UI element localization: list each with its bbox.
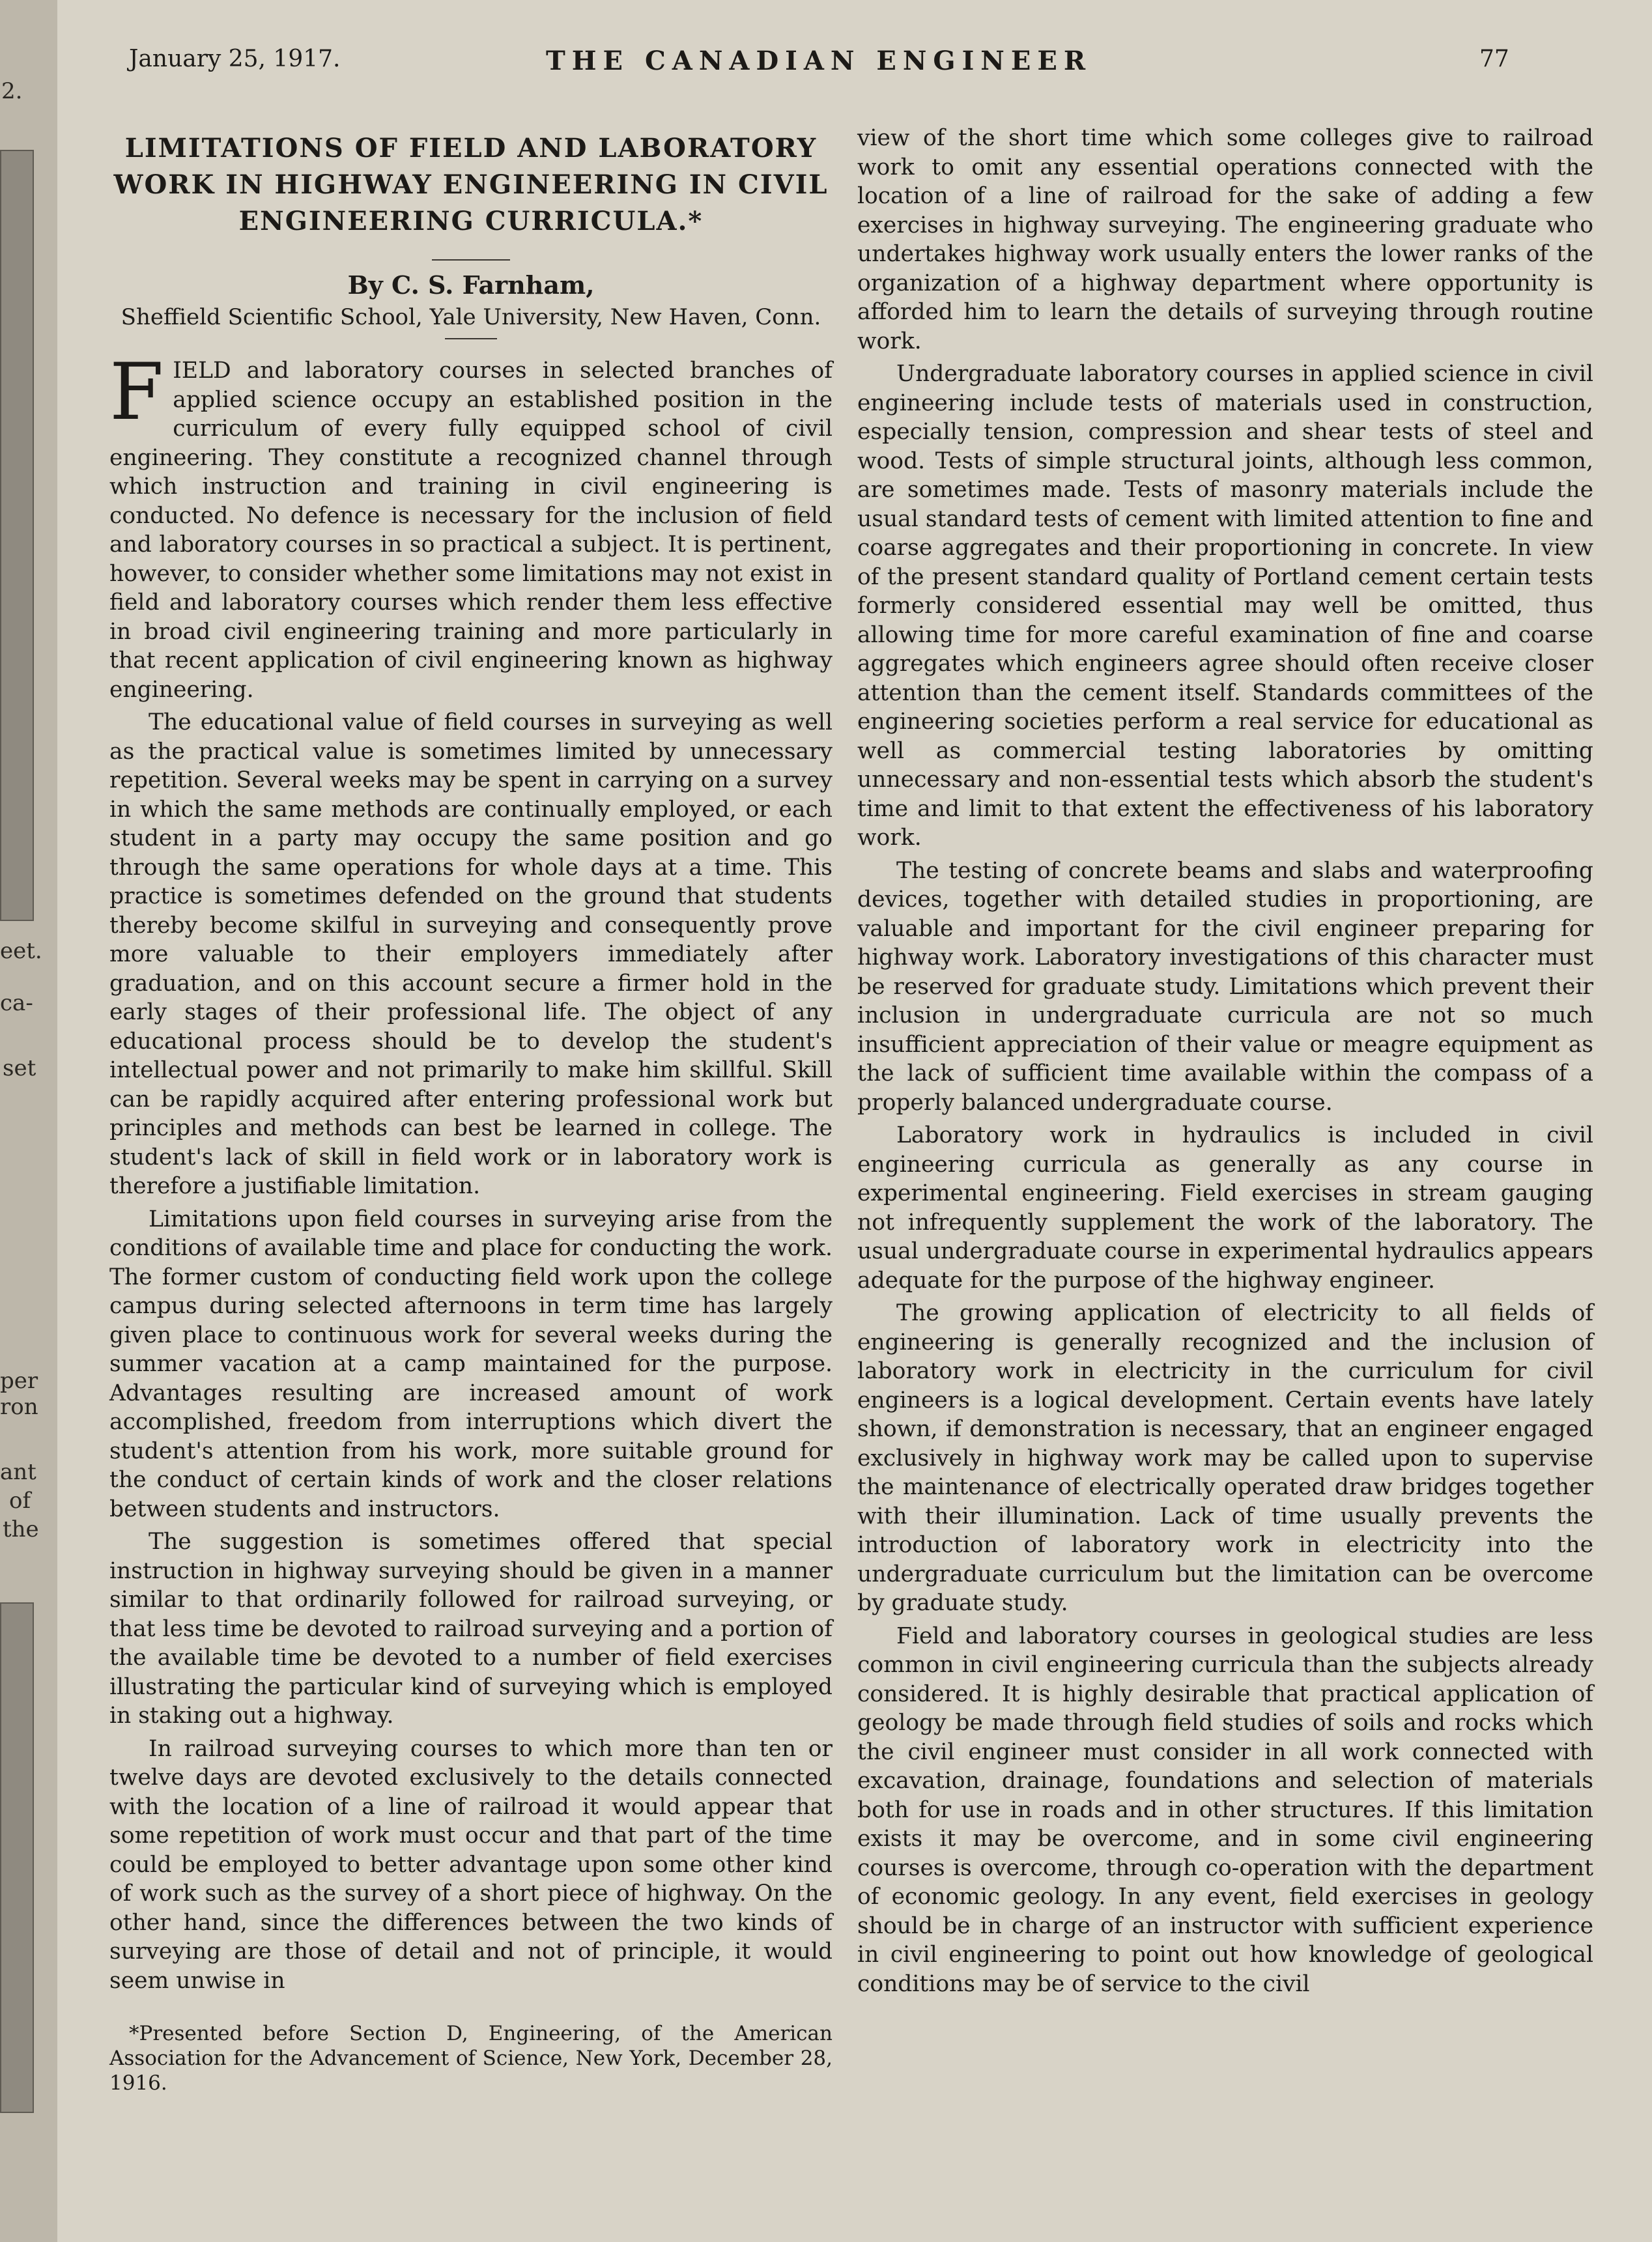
margin-fragment: of [9,1488,31,1514]
margin-fragment: the [3,1516,39,1542]
margin-fragment: ron [0,1394,38,1420]
left-column [109,124,833,2095]
body-paragraph: Laboratory work in hydraulics is included in civil engineering curricula as generally as any course in experimental engineering. Field exercises in stream gauging not infrequently supplement the work of the laboratory. The usual undergraduate course in experimental hydraulics appears adequate for the purpose of the highway engineer. [857,1122,1593,1294]
body-paragraph: In railroad surveying courses to which more than ten or twelve days are devoted exclusively to the details connected with the location of a line of railroad it would appear that some repetition of work must occur and that part of the time could be employed to better advantage upon some other kind of work such as the survey of a short piece of highway. On the other hand, since the differences between the two kinds of surveying are those of detail and not of principle, it would seem unwise in [109,1735,833,1994]
issue-date: January 25, 1917. [129,46,341,72]
divider [445,338,497,339]
body-paragraph: The testing of concrete beams and slabs and waterproofing devices, together with detailed studies in proportioning, are valuable and important for the civil engineer preparing for highway work. Laboratory investigations of this character must be reserved for graduate study. Limitations which prevent their inclusion in undergraduate curricula are not so much insufficient appreciation of their value or meagre equipment as the lack of sufficient time available within the compass of a properly balanced undergraduate course. [857,857,1593,1116]
opening-paragraph [109,347,833,704]
body-paragraph: The suggestion is sometimes offered that special instruction in highway surveying should be given in a manner similar to that ordinarily followed for railroad surveying, or that less time be devoted to railroad surveying and a portion of the available time be devoted to a number of field exercises illustrating the particular kind of surveying which is employed in staking out a highway. [109,1529,833,1729]
page-number: 77 [1479,46,1509,72]
body-paragraph: The educational value of field courses in surveying as well as the practical value is sometimes limited by unnecessary repetition. Several weeks may be spent in carrying on a survey in which the same methods are continually employed, or each student in a party may occupy the same position and go through the same operations for whole days at a time. This practice is sometimes defended on the ground that students thereby become skilful in surveying and consequently prove more valuable to their employers immediately after graduation, and on this account secure a firmer hold in the early stages of their professional life. The object of any educational process should be to develop the student's intellectual power and not primarily to make him skillful. Skill can be rapidly acquired after entering professional work but principles and methods can best be learned in college. The student's lack of skill in field work or in laboratory work is therefore a justifiable limitation. [109,709,833,1199]
body-paragraph: Limitations upon field courses in surveying arise from the conditions of available time and place for conducting the work. The former custom of conducting field work upon the college campus during selected afternoons in term time has largely given place to continuous work for several weeks during the summer vacation at a camp maintained for the purpose. Advantages resulting are increased amount of work accomplished, freedom from interruptions which divert the student's attention from his work, more suitable ground for the conduct of certain kinds of work and the closer relations between students and instructors. [109,1206,833,1522]
journal-title: THE CANADIAN ENGINEER [546,46,1092,76]
article-title: LIMITATIONS OF FIELD AND LABORATORY WORK IN HIGHWAY ENGINEERING IN CIVIL ENGINEERING CURRICULA.* [113,133,829,236]
previous-page-illustration [0,1602,34,2113]
author-byline: By C. S. Farnham, [347,270,595,300]
footnote: *Presented before Section D, Engineering, of the American Association for the Advancement of Science, New York, December 28, 1916. [109,2022,833,2095]
margin-fragment: ca- [0,990,33,1016]
opening-paragraph-text: IELD and laboratory courses in selected branches of applied science occupy an established position in the curriculum of every fully equipped school of civil engineering. They constitute a recognized channel through which instruction and training in civil engineering is conducted. No defence is necessary for the inclusion of field and laboratory courses in so practical a subject. It is pertinent, however, to consider whether some limitations may not exist in field and laboratory courses which render them less effective in broad civil engineering training and more particularly in that recent application of civil engineering known as highway engineering. [109,358,833,703]
divider [432,259,510,261]
author-affiliation: Sheffield Scientific School, Yale University, New Haven, Conn. [121,304,821,330]
body-paragraph: Undergraduate laboratory courses in applied science in civil engineering include tests of materials used in construction, especially tension, compression and shear tests of steel and wood. Tests of simple structural joints, although less common, are sometimes made. Tests of masonry materials include the usual standard tests of cement with limited attention to fine and coarse aggregates and their proportioning in concrete. In view of the present standard quality of Portland cement certain tests formerly considered essential may well be omitted, thus allowing time for more careful examination of fine and coarse aggregates which engineers agree should often receive closer attention than the cement itself. Standards committees of the engineering societies perform a real service for educational as well as commercial testing laboratories by omitting unnecessary and non-essential tests which absorb the student's time and limit to that extent the effectiveness of his laboratory work. [857,361,1593,851]
body-paragraph: Field and laboratory courses in geological studies are less common in civil engineering curricula than the subjects already considered. It is highly desirable that practical application of geology be made through field studies of soils and rocks which the civil engineer must consider in all work connected with excavation, drainage, foundations and selection of materials both for use in roads and in other structures. If this limitation exists it may be overcome, and in some civil engineering courses is overcome, through co-operation with the department of economic geology. In any event, field exercises in geology should be in charge of an instructor with sufficient experience in civil engineering to point out how knowledge of geological conditions may be of service to the civil [857,1623,1593,1997]
margin-fragment: 2. [1,78,23,104]
body-paragraph: The growing application of electricity to all fields of engineering is generally recognized and the inclusion of laboratory work in electricity in the curriculum for civil engineers is a logical development. Certain events have lately shown, if demonstration is necessary, that an engineer engaged exclusively in highway work may be called upon to supervise the maintenance of electrically operated draw bridges together with their illumination. Lack of time usually prevents the introduction of laboratory work in electricity into the undergraduate curriculum but the limitation can be overcome by graduate study. [857,1300,1593,1616]
margin-fragment: eet. [0,938,42,964]
margin-fragment: set [3,1055,36,1081]
continued-paragraph: view of the short time which some colleges give to railroad work to omit any essential operations connected with the location of a line of railroad for the sake of adding a few exercises in highway surveying. The engineering graduate who undertakes highway work usually enters the lower ranks of the organization of a highway department where opportunity is afforded him to learn the details of surveying through routine work. [857,125,1593,354]
drop-cap: F [109,347,164,438]
previous-page-illustration [0,150,34,921]
margin-fragment: ant [0,1459,36,1485]
previous-page-strip [0,0,62,2242]
margin-fragment: per [0,1368,38,1394]
journal-page [57,0,1652,2242]
right-column [857,124,1593,2002]
